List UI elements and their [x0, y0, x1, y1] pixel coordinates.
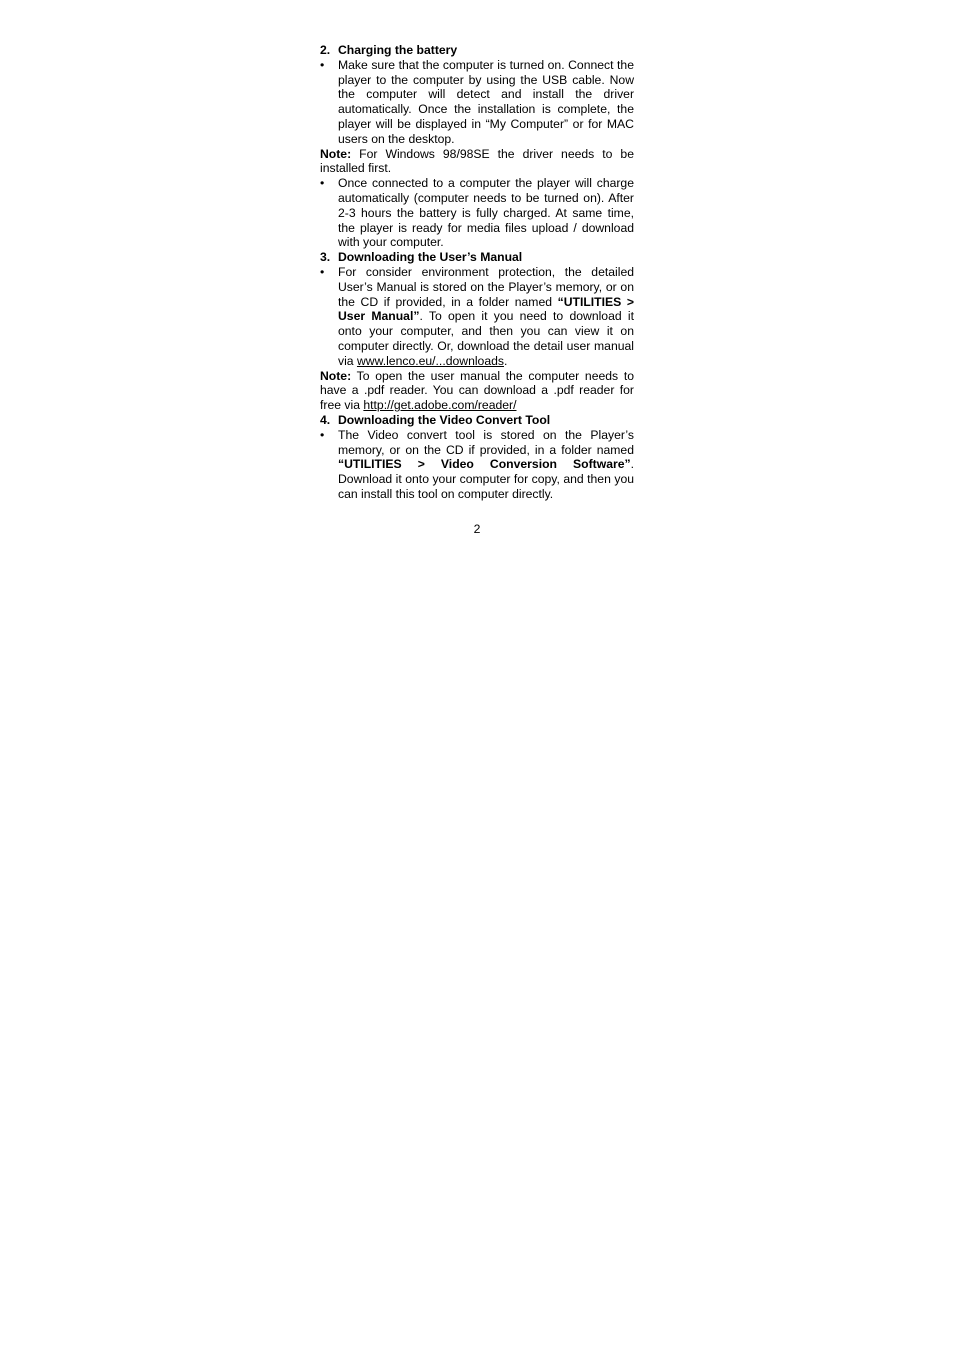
section-title: Downloading the User’s Manual [338, 250, 523, 265]
page-number: 2 [473, 522, 481, 536]
section-number: 2. [320, 43, 331, 57]
note-label: Note: [320, 368, 352, 383]
bullet-item [320, 428, 634, 502]
bullet-text [338, 265, 634, 369]
note-text: For Windows 98/98SE the driver needs to be installed first. [320, 146, 634, 176]
bullet-item [320, 176, 634, 250]
note-label: Note: [320, 146, 352, 161]
note-text: To open the user manual the computer needs to have a .pdf reader. You can download a .pdf reader for free via [320, 368, 634, 413]
bullet-text: Make sure that the computer is turned on. Connect the player to the computer by using the USB cable. Now the computer will detect and install the driver automatically. Once the installation is complete, the player will be displayed in “My Computer” or for MAC users on the desktop. [338, 57, 634, 146]
folder-path-user-manual: “UTILITIES > User Manual” [338, 294, 634, 324]
bullet-icon: • [320, 57, 325, 72]
section-number: 4. [320, 412, 331, 427]
bullet-item [320, 265, 634, 369]
section-title: Charging the battery [338, 43, 458, 57]
folder-path-video-software: “UTILITIES > Video Conversion Software” [338, 457, 631, 472]
bullet-text-part: . Download it onto your computer for copy, and then you can install this tool on computer directly. [338, 457, 634, 501]
bullet-text-part: . To open it you need to download it onto your computer, and then you can view it on computer directly. Or, download the detail user manual via [338, 309, 634, 368]
bullet-text-part: . [503, 353, 508, 368]
bullet-text-part: The Video convert tool is stored on the Player’s memory, or on the CD if provided, in a folder named [338, 427, 634, 457]
lenco-downloads-link[interactable]: www.lenco.eu/...downloads [356, 353, 504, 368]
note-paragraph [320, 147, 634, 177]
section-number: 3. [320, 250, 331, 265]
section-title: Downloading the Video Convert Tool [338, 412, 551, 427]
section-heading-users-manual [320, 250, 634, 265]
document-column [320, 43, 634, 502]
bullet-icon: • [320, 264, 325, 279]
bullet-text-part: For consider environment protection, the detailed User’s Manual is stored on the Player’s memory, or on the CD if provided, in a folder named [338, 264, 634, 309]
bullet-icon: • [320, 427, 325, 442]
adobe-reader-link[interactable]: http://get.adobe.com/reader/ [363, 398, 517, 413]
note-paragraph [320, 369, 634, 413]
bullet-icon: • [320, 176, 325, 191]
bullet-text: Once connected to a computer the player will charge automatically (computer needs to be turned on). After 2-3 hours the battery is fully charged. At same time, the player is ready for media files upload / download with your computer. [338, 176, 634, 250]
bullet-text [338, 428, 634, 502]
section-heading-video-convert [320, 413, 634, 428]
bullet-item [320, 58, 634, 147]
section-heading-charging [320, 43, 634, 58]
